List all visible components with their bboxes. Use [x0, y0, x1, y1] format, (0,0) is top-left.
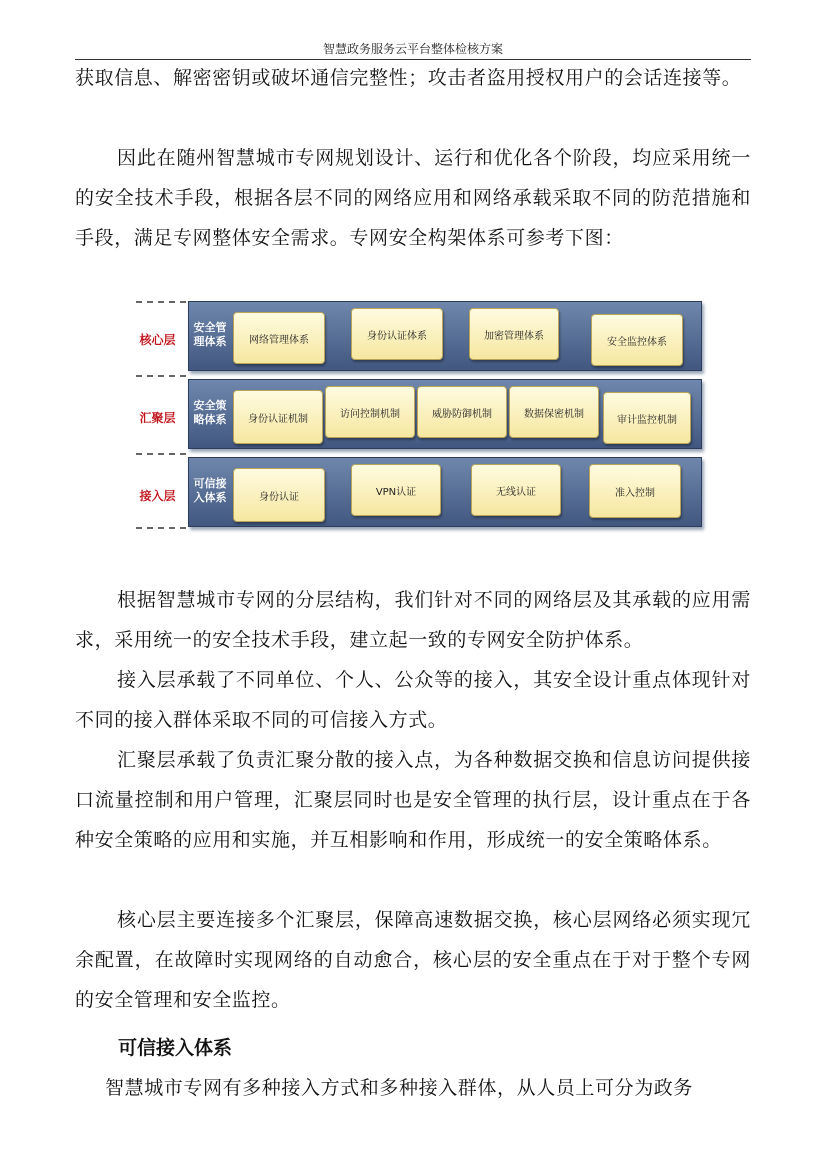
aggregation-item: 审计监控机制 [603, 392, 691, 444]
paragraph-7: 智慧城市专网有多种接入方式和多种接入群体，从人员上可分为政务 [105, 1077, 694, 1099]
aggregation-item: 威胁防御机制 [417, 386, 507, 438]
paragraph-4: 接入层承载了不同单位、个人、公众等的接入，其安全设计重点体现针对不同的接入群体采取不同的可信接入方式。 [75, 669, 751, 731]
access-layer-label: 接入层 [139, 489, 176, 503]
core-band-title: 安全管理体系 [193, 321, 227, 348]
paragraph-3: 根据智慧城市专网的分层结构，我们针对不同的网络层及其承载的应用需求，采用统一的安全技术手段，建立起一致的专网安全防护体系。 [75, 589, 751, 651]
divider-line [136, 301, 186, 303]
paragraph-5: 汇聚层承载了负责汇聚分散的接入点，为各种数据交换和信息访问提供接口流量控制和用户管理，汇聚层同时也是安全管理的执行层，设计重点在于各种安全策略的应用和实施，并互相影响和作用，形成统一的安全策略体系。 [75, 749, 751, 851]
security-architecture-diagram [130, 295, 702, 535]
core-item: 加密管理体系 [469, 308, 559, 360]
aggregation-item: 身份认证机制 [233, 390, 323, 444]
page-header: 智慧政务服务云平台整体检核方案 [75, 40, 751, 60]
paragraph-6: 核心层主要连接多个汇聚层，保障高速数据交换，核心层网络必须实现冗余配置，在故障时实现网络的自动愈合，核心层的安全重点在于对于整个专网的安全管理和安全监控。 [75, 909, 751, 1011]
aggregation-band-title: 安全策略体系 [193, 399, 227, 426]
access-item: 无线认证 [471, 464, 561, 516]
access-layer-band [188, 457, 702, 527]
access-item: 准入控制 [589, 464, 681, 518]
access-item: VPN认证 [351, 464, 441, 516]
access-band-title: 可信接入体系 [193, 477, 227, 504]
divider-line [136, 453, 186, 455]
divider-line [136, 375, 186, 377]
core-item: 身份认证体系 [351, 308, 443, 360]
core-layer-band [188, 301, 702, 371]
aggregation-layer-band [188, 379, 702, 449]
core-layer-label: 核心层 [139, 333, 176, 347]
core-item: 网络管理体系 [233, 312, 325, 364]
aggregation-item: 数据保密机制 [509, 386, 599, 438]
aggregation-item: 访问控制机制 [325, 386, 415, 438]
paragraph-2: 因此在随州智慧城市专网规划设计、运行和优化各个阶段，均应采用统一的安全技术手段，根据各层不同的网络应用和网络承载采取不同的防范措施和手段，满足专网整体安全需求。专网安全构架体系可参考下图： [75, 147, 751, 249]
section-heading: 可信接入体系 [118, 1037, 233, 1059]
paragraph-1: 获取信息、解密密钥或破坏通信完整性；攻击者盗用授权用户的会话连接等。 [75, 67, 742, 89]
access-item: 身份认证 [233, 468, 325, 522]
aggregation-layer-label: 汇聚层 [139, 411, 176, 425]
core-item: 安全监控体系 [591, 314, 683, 366]
divider-line [136, 527, 186, 529]
